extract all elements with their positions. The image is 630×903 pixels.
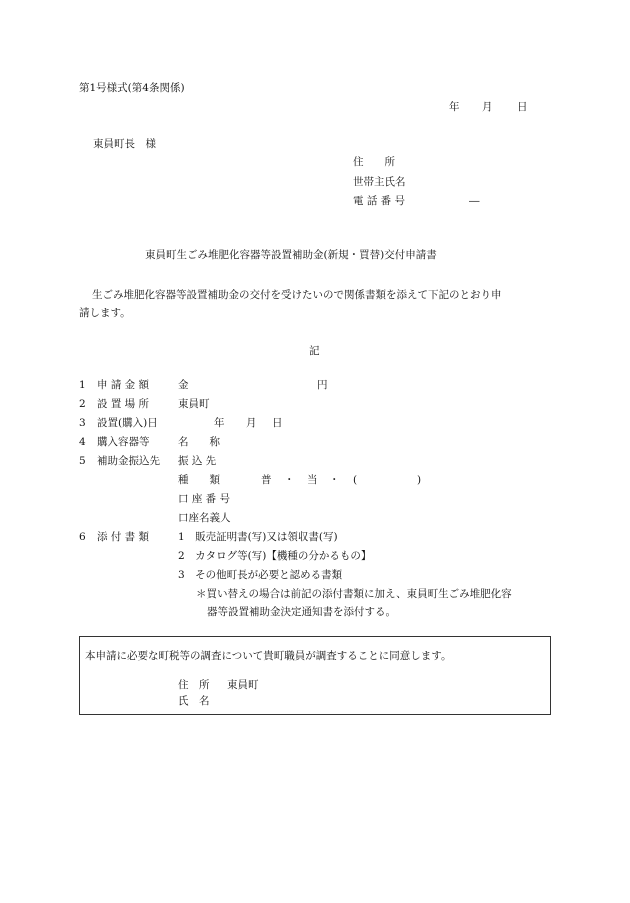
account-type-futsu: 普 xyxy=(261,474,272,486)
item-6-label: 添 付 書 類 xyxy=(97,531,150,543)
applicant-phone-label: 電 話 番 号 xyxy=(353,195,406,207)
account-type-label: 種 類 xyxy=(178,474,220,486)
applicant-householder-label: 世帯主氏名 xyxy=(353,176,406,188)
item-5-label: 補助金振込先 xyxy=(97,455,160,467)
attachment-doc-2: 2 カタログ等(写)【機種の分かるもの】 xyxy=(178,550,372,562)
item-5-number: 5 xyxy=(79,455,86,467)
account-type-dot-1: ・ xyxy=(284,474,295,486)
item-2-value: 東員町 xyxy=(178,398,210,410)
attachment-doc-3: 3 その他町長が必要と認める書類 xyxy=(178,569,343,581)
addressee: 東員町長 様 xyxy=(93,138,156,150)
item-6-number: 6 xyxy=(79,531,86,543)
item-3-month: 月 xyxy=(246,417,257,429)
account-type-toza: 当 xyxy=(307,474,318,486)
date-day-label: 日 xyxy=(517,101,528,113)
item-3-day: 日 xyxy=(272,417,283,429)
phone-separator: ― xyxy=(469,195,480,207)
account-name-label: 口座名義人 xyxy=(178,512,231,524)
item-4-label: 購入容器等 xyxy=(97,436,150,448)
consent-text: 本申請に必要な町税等の調査について貴町職員が調査することに同意します。 xyxy=(85,650,452,662)
item-4-value: 名 称 xyxy=(178,436,220,448)
account-type-paren-close: ) xyxy=(417,474,422,486)
item-3-number: 3 xyxy=(79,417,86,429)
item-1-label: 申 請 金 額 xyxy=(97,379,150,391)
item-2-label: 設 置 場 所 xyxy=(97,398,150,410)
item-3-year: 年 xyxy=(214,417,225,429)
applicant-address-label: 住 所 xyxy=(353,156,395,168)
intro-line-1: 生ごみ堆肥化容器等設置補助金の交付を受けたいので関係書類を添えて下記のとおり申 xyxy=(92,289,502,301)
item-1-value: 金 xyxy=(178,379,189,391)
account-type-paren-open: ( xyxy=(353,474,358,486)
consent-address-value: 東員町 xyxy=(227,679,259,691)
item-2-number: 2 xyxy=(79,398,86,410)
account-type-dot-2: ・ xyxy=(329,474,340,486)
item-3-label: 設置(購入)日 xyxy=(97,417,158,429)
item-1-unit: 円 xyxy=(317,379,328,391)
intro-line-2: 請します。 xyxy=(79,307,131,319)
attachment-note-line-2: 器等設置補助金決定通知書を添付する。 xyxy=(207,606,396,618)
ki-heading: 記 xyxy=(309,345,320,357)
attachment-doc-1: 1 販売証明書(写)又は領収書(写) xyxy=(178,531,338,543)
date-year-label: 年 xyxy=(449,101,460,113)
item-4-number: 4 xyxy=(79,436,86,448)
consent-name-label: 氏 名 xyxy=(178,695,210,707)
consent-box xyxy=(79,636,551,715)
attachment-note-line-1: ＊買い替えの場合は前記の添付書類に加え、東員町生ごみ堆肥化容 xyxy=(196,588,512,600)
date-month-label: 月 xyxy=(482,101,493,113)
bank-label: 振 込 先 xyxy=(178,455,217,467)
consent-address-label: 住 所 xyxy=(178,679,210,691)
account-number-label: 口 座 番 号 xyxy=(178,493,231,505)
document-title: 東員町生ごみ堆肥化容器等設置補助金(新規・買替)交付申請書 xyxy=(145,249,437,261)
item-1-number: 1 xyxy=(79,379,86,391)
form-number: 第1号様式(第4条関係) xyxy=(79,82,185,94)
